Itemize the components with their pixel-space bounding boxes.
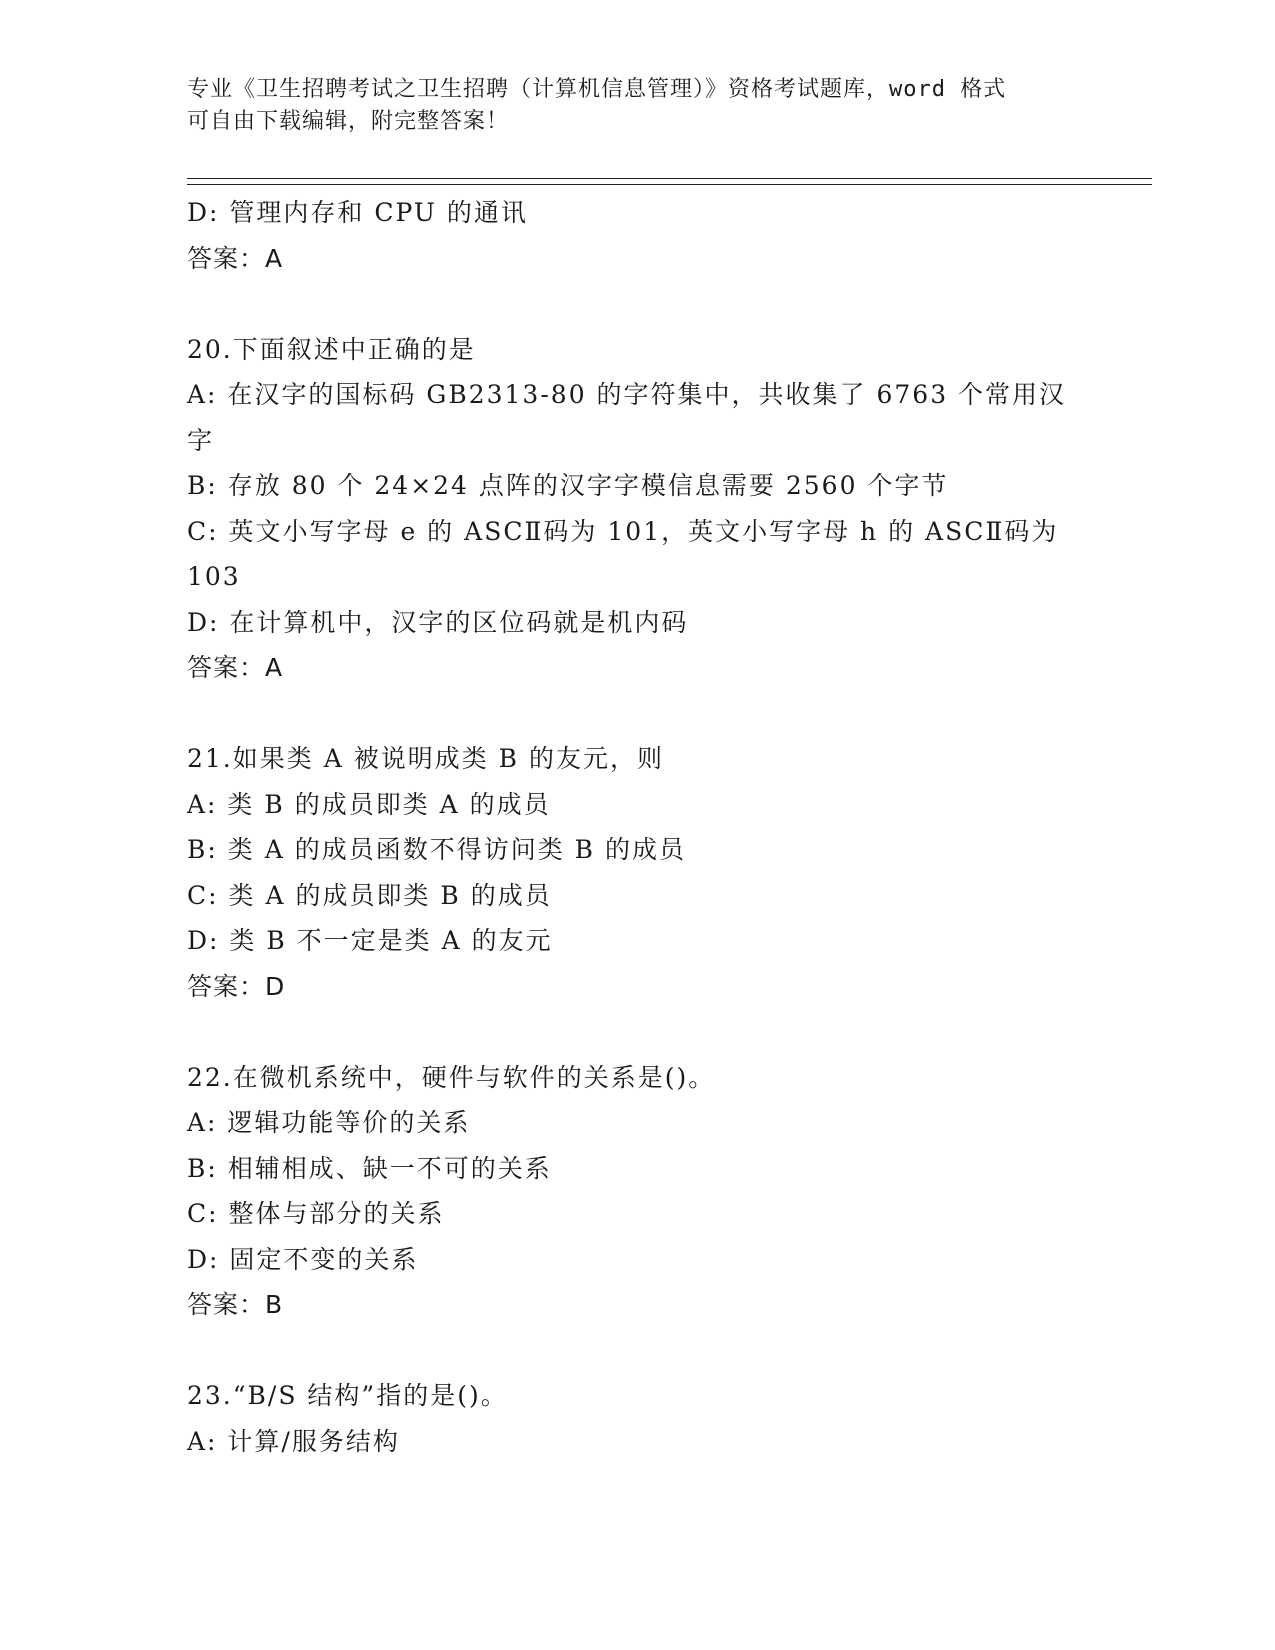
option-a: A: 类 B 的成员即类 A 的成员 xyxy=(187,789,551,819)
spacer xyxy=(187,1328,1067,1374)
spacer xyxy=(187,1009,1067,1055)
header-line-1: 专业《卫生招聘考试之卫生招聘（计算机信息管理）》资格考试题库，word 格式 xyxy=(187,77,1007,102)
question-23 xyxy=(187,1373,1067,1464)
answer: 答案：D xyxy=(187,971,286,1001)
option-a: A: 逻辑功能等价的关系 xyxy=(187,1108,471,1137)
question-text: 20.下面叙述中正确的是 xyxy=(187,334,476,364)
option-c: C: 类 A 的成员即类 B 的成员 xyxy=(187,880,552,910)
option-b: B: 存放 80 个 24×24 点阵的汉字字模信息需要 2560 个字节 xyxy=(187,471,949,500)
question-text: 21.如果类 A 被说明成类 B 的友元，则 xyxy=(187,744,664,773)
question-19-tail xyxy=(187,190,1067,281)
option-d: D: 在计算机中，汉字的区位码就是机内码 xyxy=(187,607,689,637)
option-c: C: 英文小写字母 e 的 ASCⅡ码为 101，英文小写字母 h 的 ASCⅡ码为 xyxy=(187,516,1059,546)
answer: 答案：B xyxy=(187,1290,284,1319)
option-a-continued: 字 xyxy=(187,425,215,455)
option-d: D: 类 B 不一定是类 A 的友元 xyxy=(187,926,553,955)
answer: 答案：A xyxy=(187,243,284,273)
option-a: A: 计算/服务结构 xyxy=(187,1426,400,1456)
header-line-2: 可自由下载编辑，附完整答案！ xyxy=(187,109,510,134)
question-21 xyxy=(187,736,1067,1009)
question-list xyxy=(187,190,1067,1464)
spacer xyxy=(187,281,1067,327)
option-a: A: 在汉字的国标码 GB2313-80 的字符集中，共收集了 6763 个常用汉 xyxy=(187,380,1067,409)
question-20 xyxy=(187,327,1067,691)
question-text: 23.“B/S 结构”指的是()。 xyxy=(187,1381,508,1410)
answer: 答案：A xyxy=(187,653,284,682)
document-header xyxy=(187,74,1087,138)
option-b: B: 类 A 的成员函数不得访问类 B 的成员 xyxy=(187,835,686,864)
header-divider xyxy=(187,178,1152,185)
spacer xyxy=(187,691,1067,737)
option-c: C: 整体与部分的关系 xyxy=(187,1199,445,1228)
option-d: D: 管理内存和 CPU 的通讯 xyxy=(187,198,528,227)
option-c-continued: 103 xyxy=(187,562,241,591)
question-22 xyxy=(187,1055,1067,1328)
option-d: D: 固定不变的关系 xyxy=(187,1244,419,1274)
question-text: 22.在微机系统中，硬件与软件的关系是()。 xyxy=(187,1062,716,1092)
option-b: B: 相辅相成、缺一不可的关系 xyxy=(187,1153,552,1183)
